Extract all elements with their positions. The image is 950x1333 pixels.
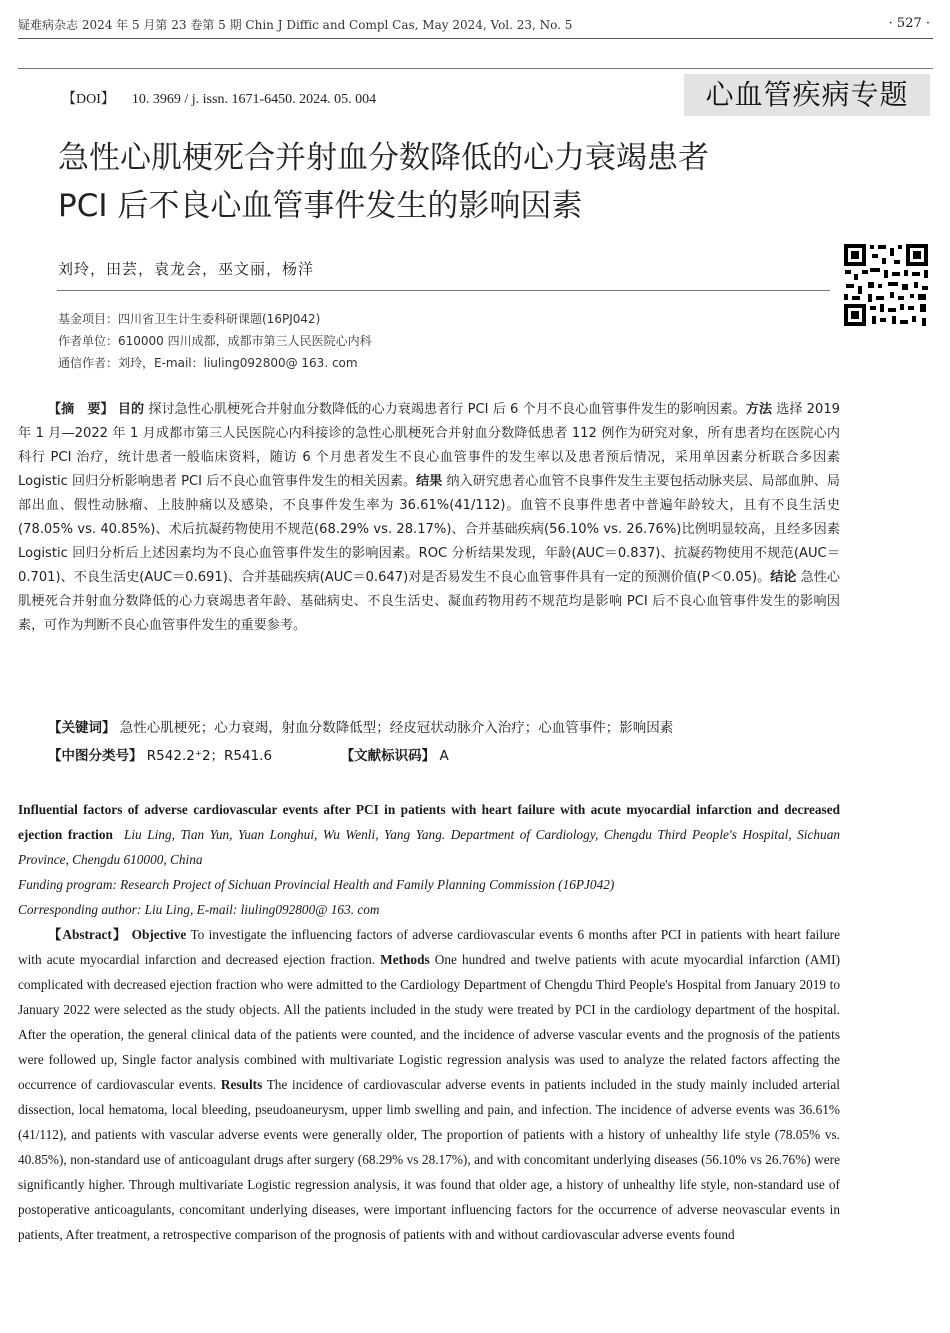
title-line-2: PCI 后不良心血管事件发生的影响因素 <box>58 188 583 224</box>
en-objective-text: To investigate the influencing factors of adverse cardiovascular events 6 months after PCI in patients with heart failure with acute myocardial infarction and decreased ejection fraction. <box>18 927 841 967</box>
qr-code-icon <box>842 242 930 328</box>
title-line-1: 急性心肌梗死合并射血分数降低的心力衰竭患者 <box>58 140 709 176</box>
en-methods-text: One hundred and twelve patients with acute myocardial infarction (AMI) complicated with decreased ejection fraction who were admitted to the Cardiology Department of Chengdu Third People's Hospital from January 2019 to January 2022 were selected as the study objects. All the patients included in the study were treated by PCI in the cardiology department of the hospital. After the operation, the general clinical data of the patients were counted, and the incidence of adverse vascular events and the prognosis of the patients were followed up, Single factor analysis combined with multivariate Logistic regression analysis was used to analyze the related factors affecting the occurrence of cardiovascular events. <box>18 952 840 1092</box>
en-corresponding: Corresponding author: Liu Ling, E-mail: liuling092800@ 163. com <box>18 902 380 917</box>
keywords-value: 急性心肌梗死；心力衰竭，射血分数降低型；经皮冠状动脉介入治疗；心血管事件；影响因素 <box>119 720 674 736</box>
doi-value: 10. 3969 / j. issn. 1671-6450. 2024. 05. 004 <box>131 92 377 107</box>
abstract-cn <box>18 398 840 638</box>
methods-label: 方法 <box>745 402 773 417</box>
en-funding: Funding program: Research Project of Sichuan Provincial Health and Family Planning Commission (16PJ042) <box>18 877 615 892</box>
article-metadata <box>58 308 372 374</box>
clc-value: R542.2⁺2；R541.6 <box>146 748 273 764</box>
results-text: 纳入研究患者心血管不良事件发生主要包括动脉夹层、局部血肿、局部出血、假性动脉瘤、上肢肿痛以及感染，不良事件发生率为 36.61%(41/112)。血管不良事件患者中普遍年龄较大，且有不良生活史(78.05% vs. 40.85%)、术后抗凝药物使用不规范(68.29% vs. 28.17%)、合并基础疾病(56.10% vs. 26.76%)比例明显较高，且经多因素 Logistic 回归分析后上述因素均为不良心血管事件发生的影响因素。ROC 分析结果发现，年龄(AUC＝0.837)、抗凝药物使用不规范(AUC＝0.701)、不良生活史(AUC＝0.691)、合并基础疾病(AUC＝0.647)对是否易发生不良心血管事件具有一定的预测价值(P＜0.05)。 <box>18 474 841 585</box>
conclusion-label: 结论 <box>770 570 797 585</box>
keywords-label: 【关键词】 <box>48 720 116 736</box>
en-results-label: Results <box>220 1077 263 1092</box>
keywords-cn <box>48 716 673 736</box>
doc-code-value: A <box>439 748 449 764</box>
author-affiliation: 作者单位：610000 四川成都，成都市第三人民医院心内科 <box>58 334 372 348</box>
corresponding-author: 通信作者：刘玲，E-mail：liuling092800@ 163. com <box>58 356 358 370</box>
abstract-label: 【摘 要】 <box>48 402 114 417</box>
en-objective-label: Objective <box>131 927 187 942</box>
doc-code-label: 【文献标识码】 <box>340 748 436 764</box>
clc-label: 【中图分类号】 <box>48 748 143 764</box>
objective-label: 目的 <box>117 402 145 417</box>
en-results-text: The incidence of cardiovascular adverse events in patients included in the study mainly included arterial dissection, local hematoma, local bleeding, pseudoaneurysm, upper limb swelling and pain, and infection. The incidence of adverse events was 36.61% (41/112), and patients with vascular adverse events were generally older, The proportion of patients with a history of unhealthy life style (78.05% vs. 40.85%), non-standard use of anticoagulant drugs after surgery (68.29% vs 28.17%), and with concomitant underlying diseases (56.10% vs 26.76%) were significantly higher. Through multivariate Logistic regression analysis, it was found that older age, a history of unhealthy life style, non-standard use of postoperative anticoagulants, concomitant underlying diseases, were important influencing factors for the occurrence of adverse neovascular events in patients, After treatment, a retrospective comparison of the prognosis of patients with and without cardiovascular adverse events found <box>18 1077 841 1242</box>
article-title-cn <box>58 134 878 230</box>
en-title-paragraph <box>18 797 840 872</box>
english-abstract <box>18 797 840 1247</box>
methods-text: 选择 2019 年 1 月—2022 年 1 月成都市第三人民医院心内科接诊的急性心肌梗死合并射血分数降低患者 112 例作为研究对象，所有患者均在医院心内科行 PCI 治疗，统计患者一般临床资料，随访 6 个月患者发生不良心血管事件的发生率以及患者预后情况，采用单因素分析联合多因素 Logistic 回归分析影响患者 PCI 后不良心血管事件发生的相关因素。 <box>18 402 840 489</box>
page-number: · 527 · <box>888 16 930 31</box>
running-head: 疑难病杂志 2024 年 5 月第 23 卷第 5 期 Chin J Diffic and Compl Cas, May 2024, Vol. 23, No. 5 <box>18 18 573 32</box>
objective-text: 探讨急性心肌梗死合并射血分数降低的心力衰竭患者行 PCI 后 6 个月不良心血管事件发生的影响因素。 <box>148 402 746 417</box>
en-abstract-label: 【Abstract】 <box>48 927 128 942</box>
doi-label: 【DOI】 <box>62 92 115 107</box>
funding-info: 基金项目：四川省卫生计生委科研课题(16PJ042) <box>58 312 321 326</box>
en-methods-label: Methods <box>380 952 430 967</box>
authors-divider <box>57 290 830 291</box>
en-abstract-paragraph <box>18 922 840 1247</box>
en-title: Influential factors of adverse cardiovascular events after PCI in patients with heart failure with acute myocardial infarction and decreased ejection fraction <box>18 802 840 842</box>
classification-line <box>48 744 449 764</box>
column-badge: 心血管疾病专题 <box>684 74 930 116</box>
en-authors: Liu Ling, Tian Yun, Yuan Longhui, Wu Wenli, Yang Yang. Department of Cardiology, Chengdu Third People's Hospital, Sichuan Province, Chengdu 610000, China <box>18 827 840 867</box>
conclusion-text: 急性心肌梗死合并射血分数降低的心力衰竭患者年龄、基础病史、不良生活史、凝血药物用药不规范均是影响 PCI 后不良心血管事件发生的影响因素，可作为判断不良心血管事件发生的重要参考。 <box>18 570 840 633</box>
doi-line <box>62 88 376 108</box>
abstract-cn-paragraph <box>18 398 840 638</box>
results-label: 结果 <box>416 474 443 489</box>
authors-cn: 刘玲，田芸，袁龙会，巫文丽，杨洋 <box>58 260 315 278</box>
top-divider <box>18 68 933 69</box>
header-divider <box>18 38 933 39</box>
